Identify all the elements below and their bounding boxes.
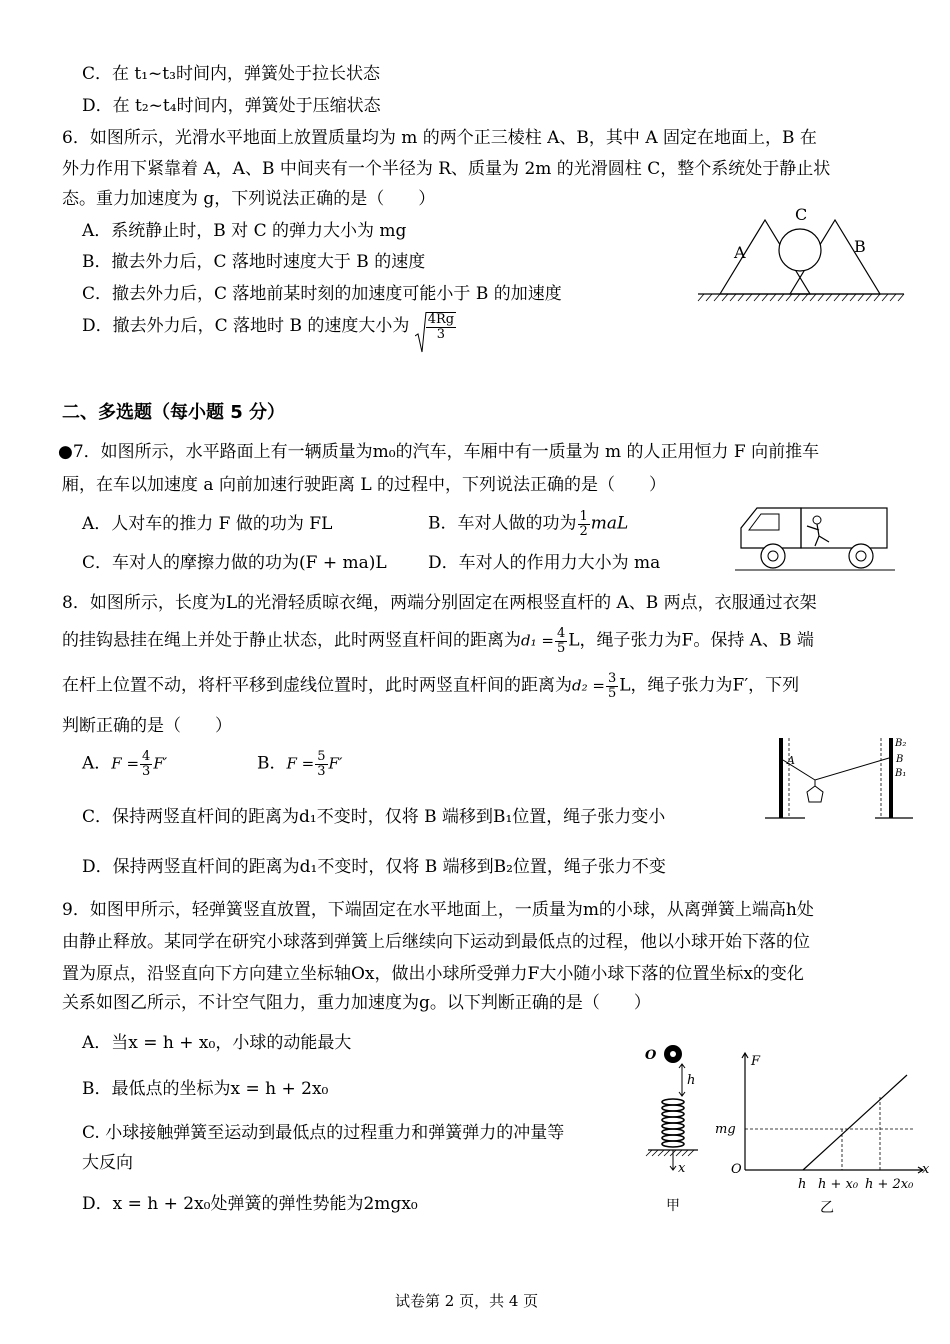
q8-line3-fraction	[606, 672, 618, 700]
q8-option-a-numerator: 4	[142, 749, 151, 764]
q7-truck-figure	[735, 498, 895, 578]
q8-option-b-fraction	[315, 750, 327, 778]
caption-jia: 甲	[666, 1198, 680, 1214]
q8-option-c: C．保持两竖直杆间的距离为d₁不变时，仅将 B 端移到B₁位置，绳子张力变小	[82, 807, 666, 827]
tick-h: h	[798, 1177, 807, 1192]
label-o: O	[731, 1162, 742, 1177]
q6-option-b: B．撤去外力后，C 落地时速度大于 B 的速度	[82, 252, 426, 272]
q9-option-c-line1: C. 小球接触弹簧至运动到最低点的过程重力和弹簧弹力的冲量等	[82, 1123, 565, 1143]
q8-line2-suffix: L，绳子张力为F。保持 A、B 端	[568, 630, 814, 651]
q7-option-d: D．车对人的作用力大小为 ma	[428, 553, 661, 573]
q8-line3-suffix: L，绳子张力为F′，下列	[619, 675, 800, 696]
label-a: A	[787, 754, 795, 767]
q6-option-d-text: D．撤去外力后，C 落地时 B 的速度大小为	[82, 316, 410, 337]
q6-option-d-sqrt	[415, 312, 457, 341]
q8-line2-numerator: 4	[556, 626, 566, 641]
q8-line2-text: 的挂钩悬挂在绳上并处于静止状态，此时两竖直杆间的距离为	[62, 630, 521, 651]
pole-right	[889, 738, 893, 818]
label-o: O	[645, 1048, 657, 1063]
q8-stem-line4: 判断正确的是（ ）	[62, 716, 232, 736]
q6-prism-figure	[690, 200, 910, 310]
q9-option-b: B．最低点的坐标为x = h + 2x₀	[82, 1079, 329, 1099]
q5-option-c: C．在 t₁~t₃时间内，弹簧处于拉长状态	[82, 64, 380, 84]
q7-stem-line2: 厢，在车以加速度 a 向前加速行驶距离 L 的过程中，下列说法正确的是（ ）	[62, 475, 667, 495]
q6-option-d-numerator: 4Rg	[427, 312, 455, 327]
q7-option-b	[428, 510, 628, 538]
section-title: 二、多选题（每小题 5 分）	[62, 402, 286, 423]
q8-line3-text: 在杆上位置不动，将杆平移到虚线位置时，此时两竖直杆间的距离为	[62, 675, 572, 696]
q8-option-b	[257, 750, 342, 778]
q7-option-b-denominator: 2	[579, 523, 588, 539]
spring	[662, 1099, 684, 1147]
q8-line2-var: d₁ =	[521, 631, 554, 650]
q8-option-a	[82, 750, 167, 778]
force-line	[803, 1075, 907, 1170]
q8-stem-line3	[62, 672, 799, 700]
q9-option-c-line2: 大反向	[82, 1153, 133, 1173]
q8-option-b-denominator: 3	[317, 763, 326, 779]
label-f: F	[751, 1054, 761, 1069]
q8-stem-line1: 8．如图所示，长度为L的光滑轻质晾衣绳，两端分别固定在两根竖直杆的 A、B 两点，衣服通过衣架	[62, 593, 817, 613]
q7-stem-line1: ●7．如图所示，水平路面上有一辆质量为m₀的汽车，车厢中有一质量为 m 的人正用恒力 F 向前推车	[58, 442, 820, 462]
q8-option-a-fraction	[140, 750, 152, 778]
q8-option-a-denominator: 3	[142, 763, 151, 779]
q6-stem-line2: 外力作用下紧靠着 A，A、B 中间夹有一个半径为 R、质量为 2m 的光滑圆柱 C，整个系统处于静止状	[62, 159, 831, 179]
label-c: C	[795, 205, 808, 224]
q8-clothesline-figure	[765, 730, 915, 825]
q8-line3-denominator: 5	[607, 685, 617, 701]
label-x: x	[922, 1162, 930, 1177]
cylinder-c	[779, 229, 821, 271]
q8-line3-var: d₂ =	[572, 676, 605, 695]
label-a: A	[734, 243, 746, 262]
q8-option-a-var: F =	[111, 754, 140, 773]
q8-option-b-letter: B．	[257, 753, 287, 774]
q9-stem-line3: 置为原点，沿竖直向下方向建立坐标轴Ox，做出小球所受弹力F大小随小球下落的位置坐标x的变化	[62, 964, 804, 984]
q9-force-graph	[715, 1045, 935, 1220]
label-b: B	[896, 754, 904, 765]
label-b: B	[854, 237, 866, 256]
tick-h-x0: h + x₀	[818, 1177, 859, 1192]
q8-line2-fraction	[555, 627, 567, 655]
q8-line3-numerator: 3	[607, 671, 617, 686]
q8-option-a-letter: A．	[82, 753, 112, 774]
label-x: x	[678, 1161, 686, 1176]
q7-option-c: C．车对人的摩擦力做的功为(F + ma)L	[82, 553, 387, 573]
label-b2: B₂	[895, 738, 907, 749]
pole-left	[779, 738, 783, 818]
q8-line2-denominator: 5	[556, 640, 566, 656]
q5-option-d: D．在 t₂~t₄时间内，弹簧处于压缩状态	[82, 96, 381, 116]
q6-option-c: C．撤去外力后，C 落地前某时刻的加速度可能小于 B 的加速度	[82, 284, 562, 304]
q7-option-b-text: B．车对人做的功为	[428, 513, 577, 534]
label-b1: B₁	[895, 768, 907, 779]
q6-stem-line3: 态。重力加速度为 g，下列说法正确的是（ ）	[62, 189, 436, 209]
label-mg: mg	[715, 1122, 736, 1137]
q7-option-a: A．人对车的推力 F 做的功为 FL	[82, 514, 333, 534]
q6-option-d-denominator: 3	[436, 326, 446, 342]
q9-stem-line1: 9．如图甲所示，轻弹簧竖直放置，下端固定在水平地面上，一质量为m的小球，从离弹簧上端高h处	[62, 900, 814, 920]
page-footer: 试卷第 2 页，共 4 页	[395, 1292, 539, 1310]
q6-option-d	[82, 312, 457, 341]
caption-yi: 乙	[820, 1200, 834, 1216]
q8-option-d: D．保持两竖直杆间的距离为d₁不变时，仅将 B 端移到B₂位置，绳子张力不变	[82, 857, 666, 877]
q8-option-b-numerator: 5	[317, 749, 326, 764]
q7-option-b-numerator: 1	[579, 509, 588, 524]
q6-stem-line1: 6．如图所示，光滑水平地面上放置质量均为 m 的两个正三棱柱 A、B，其中 A 固定在地面上，B 在	[62, 128, 817, 148]
q6-option-d-fraction	[426, 312, 456, 341]
q6-option-a: A．系统静止时，B 对 C 的弹力大小为 mg	[82, 221, 407, 241]
q7-option-b-fraction	[578, 510, 590, 538]
q8-stem-line2	[62, 627, 814, 655]
q9-spring-figure	[640, 1040, 720, 1220]
q8-option-b-suffix: F′	[328, 754, 343, 773]
q9-stem-line2: 由静止释放。某同学在研究小球落到弹簧上后继续向下运动到最低点的过程，他以小球开始下落的位	[62, 932, 810, 952]
label-h: h	[687, 1073, 696, 1088]
q9-option-a: A．当x = h + x₀，小球的动能最大	[82, 1033, 352, 1053]
q8-option-a-suffix: F′	[153, 754, 168, 773]
q9-option-d: D．x = h + 2x₀处弹簧的弹性势能为2mgx₀	[82, 1194, 418, 1214]
tick-h-2x0: h + 2x₀	[865, 1177, 914, 1192]
q9-stem-line4: 关系如图乙所示，不计空气阻力，重力加速度为g。以下判断正确的是（ ）	[62, 993, 651, 1013]
q8-option-b-var: F =	[286, 754, 315, 773]
q7-option-b-suffix: maL	[590, 513, 629, 534]
